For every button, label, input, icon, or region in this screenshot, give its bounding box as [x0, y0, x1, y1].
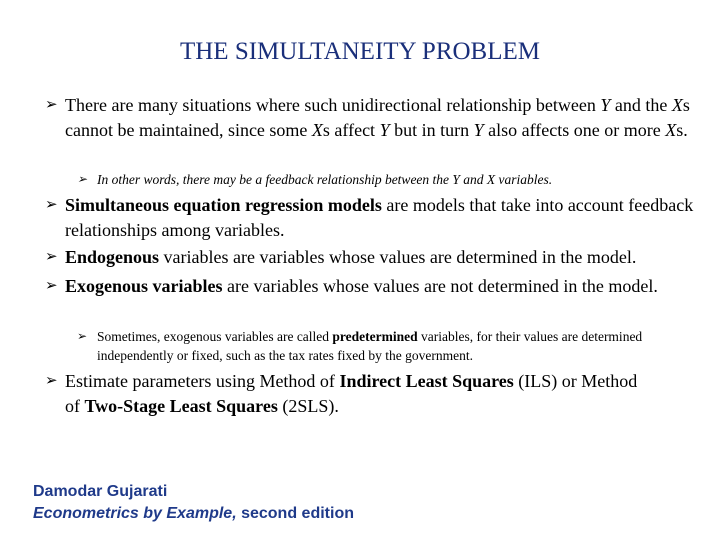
slide-title: THE SIMULTANEITY PROBLEM [179, 38, 541, 65]
text: In other words, there may be a feedback relationship between the Y and X variables. [97, 172, 553, 187]
bullet-2 [45, 193, 715, 243]
var: Y [600, 95, 611, 115]
text: but in turn [389, 120, 474, 140]
term: predetermined [332, 329, 418, 344]
text: are variables whose values are not determined in the model. [222, 276, 658, 296]
term: Indirect Least Squares [339, 371, 514, 391]
footer-author: Damodar Gujarati [33, 483, 168, 500]
text: There are many situations where such unidirectional relationship between [65, 95, 601, 115]
footer-book [33, 505, 354, 523]
bullet-4 [45, 274, 715, 299]
text: Sometimes, exogenous variables are called [97, 329, 333, 344]
text: Estimate parameters using Method of [65, 371, 340, 391]
text: s. [676, 120, 688, 140]
term: Exogenous variables [65, 276, 223, 296]
var: X [671, 95, 683, 115]
arrow-bullet-icon: ➢ [77, 172, 88, 186]
term: Endogenous [65, 247, 160, 267]
text: (ILS) or Method of [65, 371, 638, 416]
var: X [665, 120, 677, 140]
bullet-5 [45, 369, 655, 419]
bullet-1 [45, 93, 715, 143]
arrow-bullet-icon: ➢ [77, 329, 88, 343]
text: (2SLS). [277, 396, 339, 416]
text: s affect [322, 120, 380, 140]
arrow-bullet-icon: ➢ [45, 249, 58, 265]
text: and the [610, 95, 672, 115]
text: also affects one or more [483, 120, 666, 140]
book-title: Econometrics by Example, [33, 505, 237, 522]
arrow-bullet-icon: ➢ [45, 97, 58, 113]
text: variables are variables whose values are determined in the model. [159, 247, 637, 267]
arrow-bullet-icon: ➢ [45, 278, 58, 294]
arrow-bullet-icon: ➢ [45, 373, 58, 389]
term: Two-Stage Least Squares [84, 396, 278, 416]
text: s cannot be maintained, since some [65, 95, 690, 140]
text: variables, for their values are determined independently or fixed, such as the tax rates fixed by the government. [97, 329, 643, 363]
edition: second edition [236, 505, 354, 522]
sub-bullet-2 [77, 327, 707, 365]
text: are models that take into account feedback relationships among variables. [65, 195, 694, 240]
var: X [311, 120, 323, 140]
var: Y [379, 120, 390, 140]
bullet-3 [45, 245, 715, 270]
term: Simultaneous equation regression models [65, 195, 382, 215]
var: Y [473, 120, 484, 140]
sub-bullet-1 [77, 170, 707, 189]
arrow-bullet-icon: ➢ [45, 197, 58, 213]
